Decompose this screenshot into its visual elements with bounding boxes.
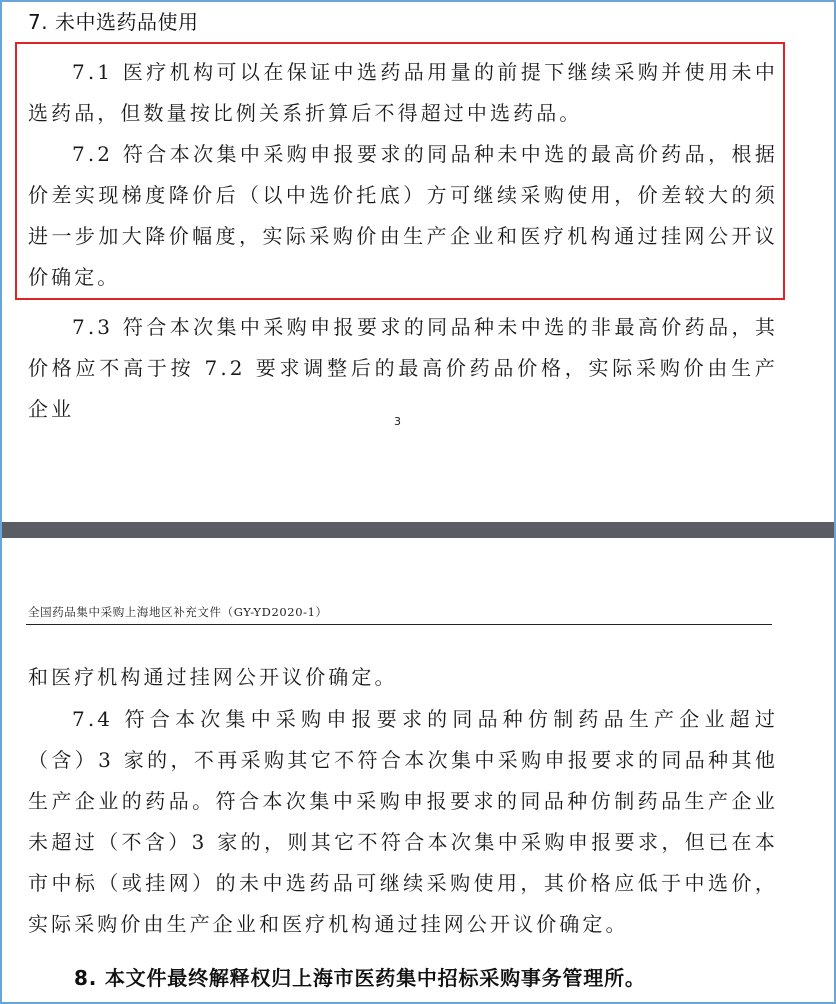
page-separator xyxy=(2,522,834,538)
running-header: 全国药品集中采购上海地区补充文件（GY-YD2020-1） xyxy=(28,605,328,619)
paragraph-7-2: 7.2 符合本次集中采购申报要求的同品种未中选的最高价药品，根据价差实现梯度降价后（以中选价托底）方可继续采购使用，价差较大的须进一步加大降价幅度，实际采购价由生产企业和医疗机构通过挂网公开议价确定。 xyxy=(28,142,778,289)
page-3 xyxy=(2,2,834,522)
section-7-heading: 7. 未中选药品使用 xyxy=(28,10,199,34)
paragraph-7-3: 7.3 符合本次集中采购申报要求的同品种未中选的非最高价药品，其价格应不高于按 7.2 要求调整后的最高价药品价格，实际采购价由生产企业 xyxy=(28,315,778,421)
header-rule xyxy=(26,624,772,625)
paragraph-7-3-continued: 和医疗机构通过挂网公开议价确定。 xyxy=(28,665,398,689)
section-8-heading: 8. 本文件最终解释权归上海市医药集中招标采购事务管理所。 xyxy=(74,966,646,990)
paragraph-7-4: 7.4 符合本次集中采购申报要求的同品种仿制药品生产企业超过（含）3 家的，不再采购其它不符合本次集中采购申报要求的同品种其他生产企业的药品。符合本次集中采购申报要求的同品种仿制药品生产企业未超过（不含）3 家的，则其它不符合本次集中采购申报要求，但已在本市中标（或挂网）的未中选药品可继续采购使用，其价格应低于中选价，实际采购价由生产企业和医疗机构通过挂网公开议价确定。 xyxy=(28,707,778,936)
page-number: 3 xyxy=(394,415,401,428)
paragraph-7-1: 7.1 医疗机构可以在保证中选药品用量的前提下继续采购并使用未中选药品，但数量按比例关系折算后不得超过中选药品。 xyxy=(28,60,778,125)
